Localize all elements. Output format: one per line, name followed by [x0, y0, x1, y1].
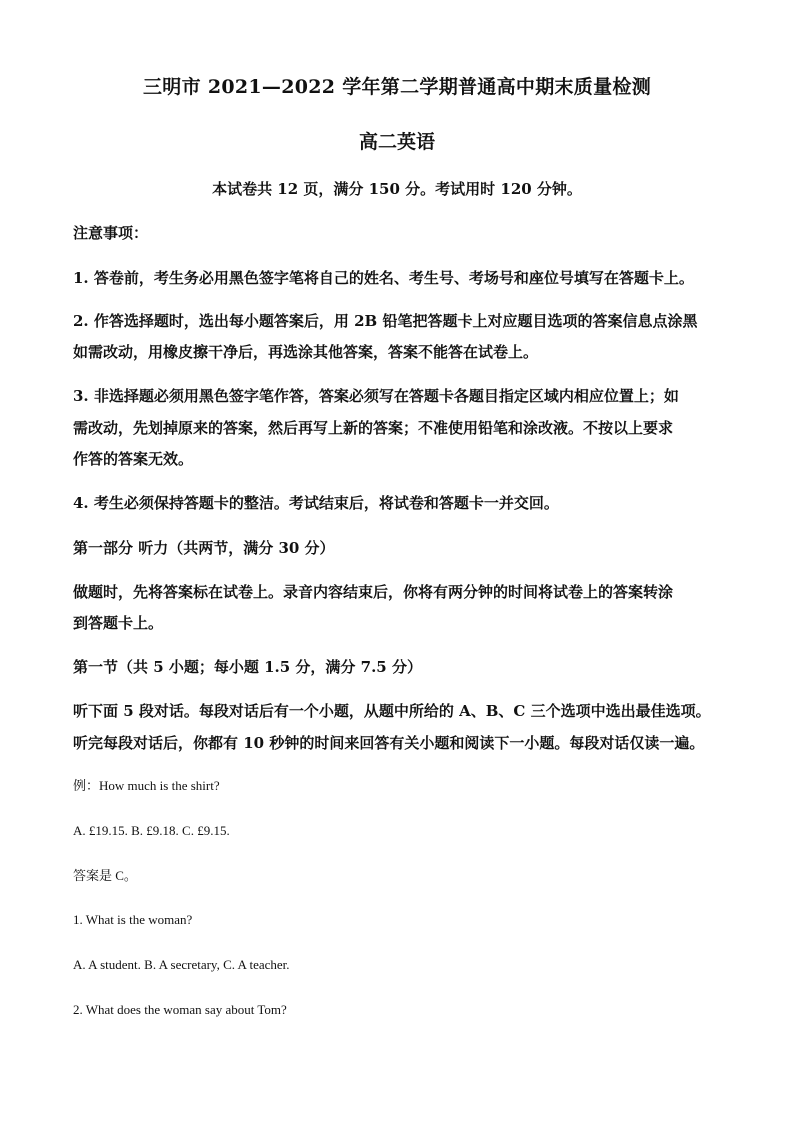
question-2: 2. What does the woman say about Tom?	[73, 1002, 287, 1017]
notice-line: 1. 答卷前，考生务必用黑色签字笔将自己的姓名、考生号、考场号和座位号填写在答题卡上。	[73, 269, 694, 287]
part1-instruction-line: 做题时，先将答案标在试卷上。录音内容结束后，你将有两分钟的时间将试卷上的答案转涂	[73, 583, 674, 601]
notice-heading: 注意事项：	[73, 224, 149, 242]
notice-line: 3. 非选择题必须用黑色签字笔作答，答案必须写在答题卡各题目指定区域内相应位置上；如	[73, 387, 679, 405]
notice-line: 如需改动，用橡皮擦干净后，再选涂其他答案，答案不能答在试卷上。	[73, 343, 539, 361]
part1-heading: 第一部分 听力（共两节，满分 30 分）	[73, 539, 335, 557]
question-1: 1. What is the woman?	[73, 912, 193, 927]
example-answer: 答案是 C。	[73, 868, 137, 883]
part1-instruction-line: 到答题卡上。	[73, 614, 164, 632]
notice-line: 作答的答案无效。	[73, 450, 194, 468]
notice-line: 4. 考生必须保持答题卡的整洁。考试结束后，将试卷和答题卡一并交回。	[73, 494, 559, 512]
exam-meta: 本试卷共 12 页，满分 150 分。考试用时 120 分钟。	[212, 180, 582, 198]
exam-subject: 高二英语	[358, 131, 435, 153]
section1-instruction-line: 听下面 5 段对话。每段对话后有一个小题，从题中所给的 A、B、C 三个选项中选出最佳选项。	[73, 702, 711, 720]
example-options: A. £19.15. B. £9.18. C. £9.15.	[73, 823, 230, 838]
example-question: 例：How much is the shirt?	[73, 778, 220, 793]
section1-instruction-line: 听完每段对话后，你都有 10 秒钟的时间来回答有关小题和阅读下一小题。每段对话仅读一遍。	[73, 734, 705, 752]
question-1-options: A. A student. B. A secretary, C. A teacher.	[73, 957, 290, 972]
notice-line: 需改动，先划掉原来的答案，然后再写上新的答案；不准使用铅笔和涂改液。不按以上要求	[73, 419, 674, 437]
notice-line: 2. 作答选择题时，选出每小题答案后，用 2B 铅笔把答题卡上对应题目选项的答案信息点涂黑	[73, 312, 698, 330]
exam-title: 三明市 2021—2022 学年第二学期普通高中期末质量检测	[143, 76, 651, 98]
section1-heading: 第一节（共 5 小题；每小题 1.5 分，满分 7.5 分）	[73, 658, 422, 676]
